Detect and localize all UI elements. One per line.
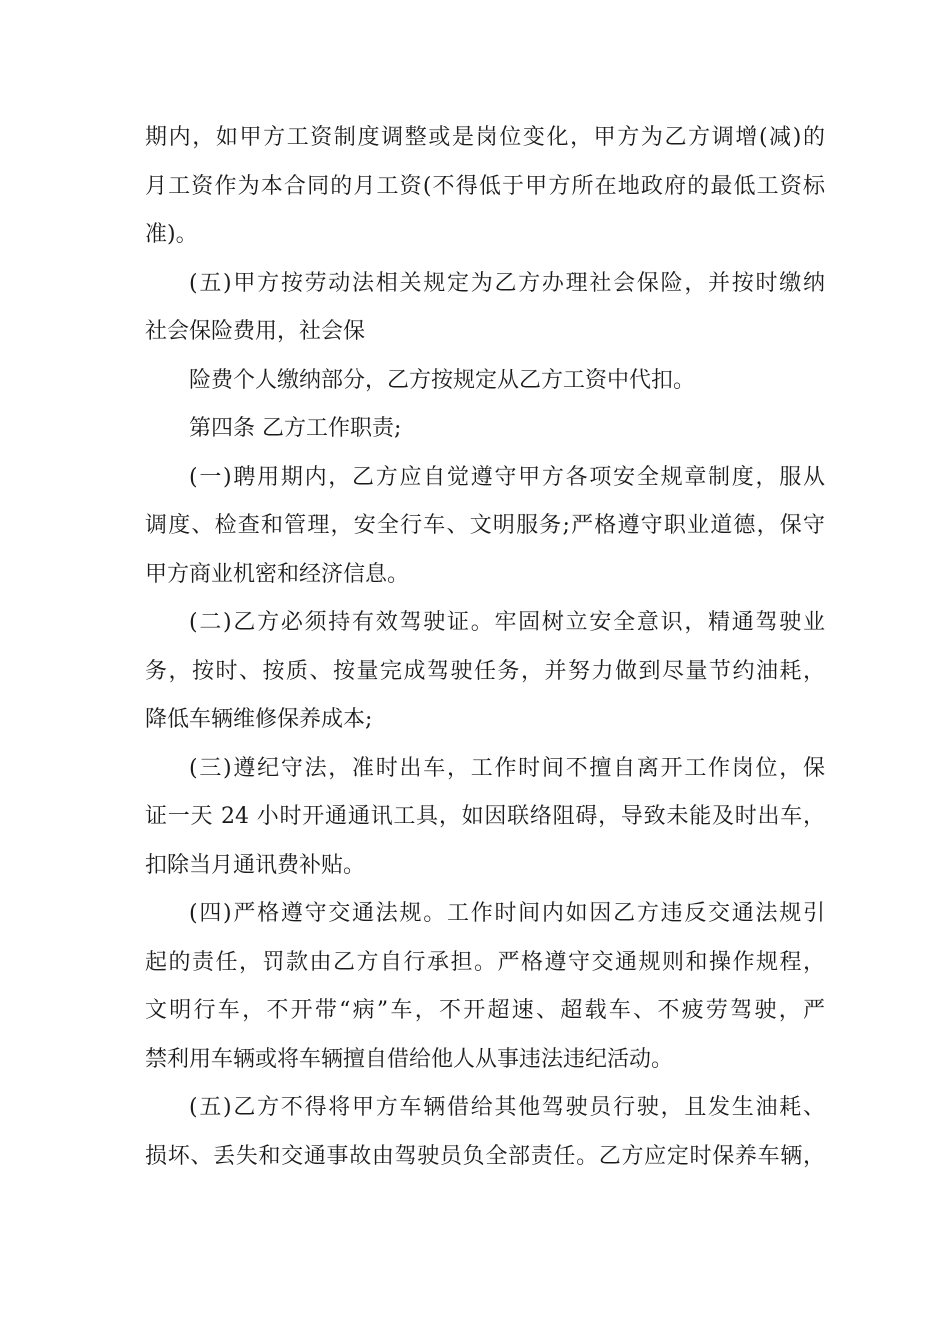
- text-line: (二)乙方必须持有效驾驶证。牢固树立安全意识，精通驾驶业: [189, 610, 825, 635]
- text-line: 社会保险费用，社会保: [145, 319, 366, 344]
- text-line: 文明行车，不开带“病”车，不开超速、超载车、不疲劳驾驶，严: [145, 998, 825, 1023]
- text-line: (五)乙方不得将甲方车辆借给其他驾驶员行驶，且发生油耗、: [189, 1095, 825, 1120]
- text-line: 准)。: [145, 222, 198, 247]
- section-heading: 第四条 乙方工作职责;: [189, 416, 402, 441]
- text-line: 起的责任，罚款由乙方自行承担。严格遵守交通规则和操作规程，: [145, 949, 825, 975]
- text-line: (五)甲方按劳动法相关规定为乙方办理社会保险，并按时缴纳: [189, 270, 825, 296]
- text-line: (一)聘用期内，乙方应自觉遵守甲方各项安全规章制度，服从: [189, 464, 825, 490]
- text-line: 甲方商业机密和经济信息。: [145, 561, 410, 587]
- text-line: 证一天 24 小时开通通讯工具，如因联络阻碍，导致未能及时出车，: [145, 804, 825, 829]
- text-line: 损坏、丢失和交通事故由驾驶员负全部责任。乙方应定时保养车辆，: [145, 1143, 825, 1169]
- text-line: 险费个人缴纳部分，乙方按规定从乙方工资中代扣。: [189, 367, 696, 393]
- text-line: 降低车辆维修保养成本;: [145, 707, 373, 732]
- text-line: 期内，如甲方工资制度调整或是岗位变化，甲方为乙方调增(减)的: [145, 125, 825, 150]
- text-line: 扣除当月通讯费补贴。: [145, 852, 366, 878]
- text-line: 调度、检查和管理，安全行车、文明服务;严格遵守职业道德，保守: [145, 513, 825, 538]
- text-line: (三)遵纪守法，准时出车，工作时间不擅自离开工作岗位，保: [189, 755, 825, 781]
- text-line: 禁利用车辆或将车辆擅自借给他人从事违法违纪活动。: [145, 1046, 674, 1072]
- text-line: (四)严格遵守交通法规。工作时间内如因乙方违反交通法规引: [189, 901, 825, 926]
- text-line: 月工资作为本合同的月工资(不得低于甲方所在地政府的最低工资标: [145, 173, 825, 199]
- document-body: [145, 114, 825, 1181]
- text-line: 务，按时、按质、按量完成驾驶任务，并努力做到尽量节约油耗，: [145, 658, 825, 684]
